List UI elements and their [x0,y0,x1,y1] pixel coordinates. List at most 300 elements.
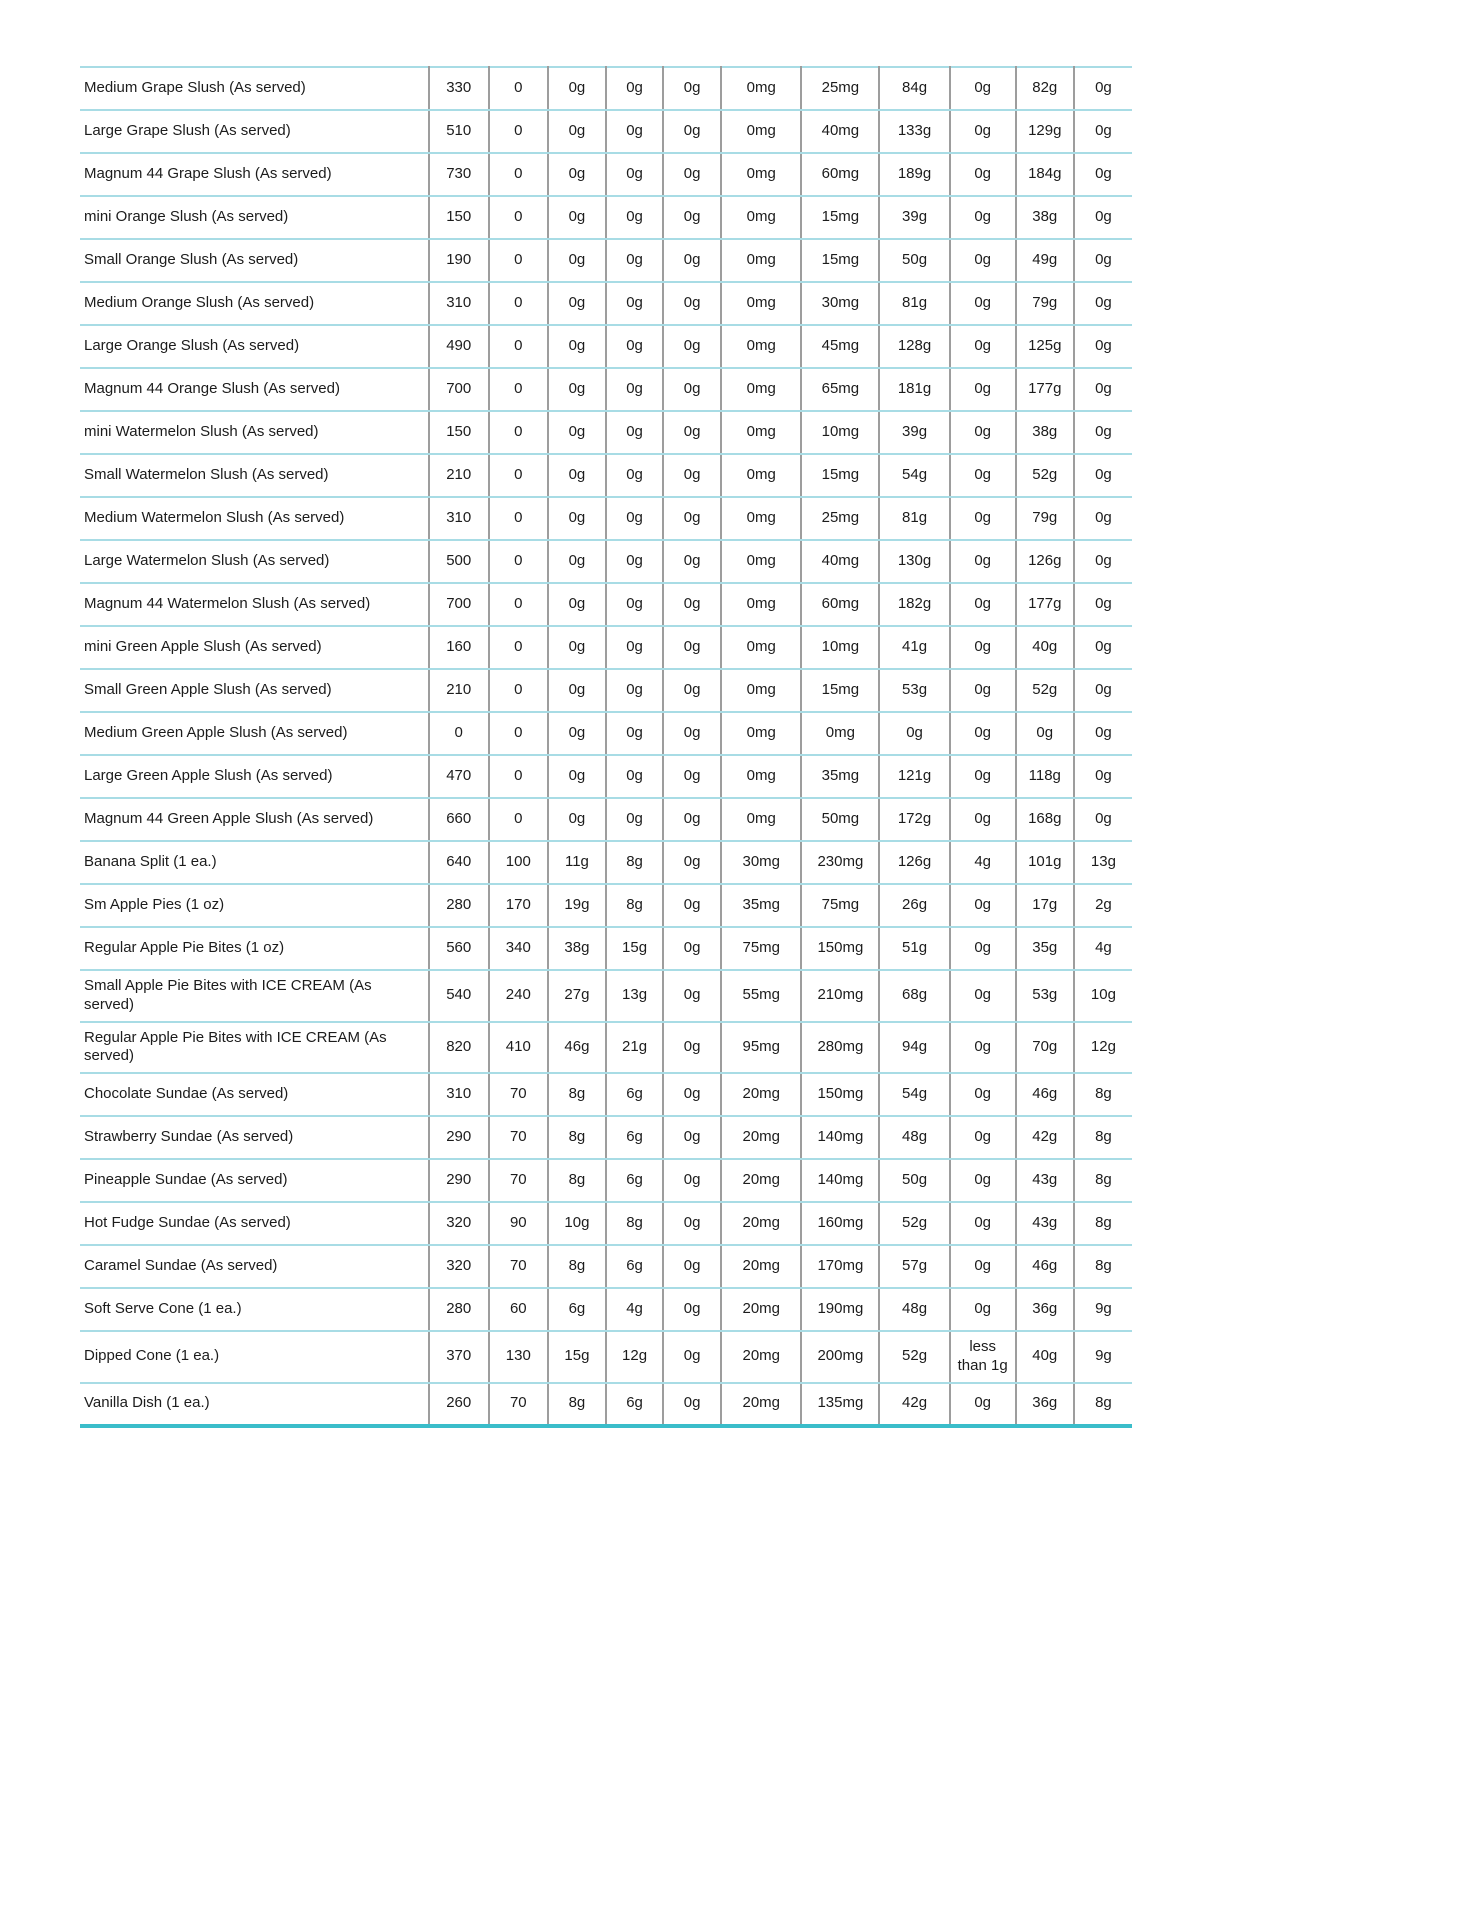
cholesterol-cell: 0mg [721,755,801,798]
calories-from-fat-cell: 70 [489,1116,548,1159]
cholesterol-cell: 20mg [721,1288,801,1331]
calories-from-fat-cell: 0 [489,325,548,368]
total-fat-cell: 8g [548,1116,606,1159]
protein-cell: 9g [1074,1331,1132,1383]
sodium-cell: 15mg [801,196,879,239]
trans-fat-cell: 0g [663,239,721,282]
calories-cell: 370 [429,1331,489,1383]
protein-cell: 8g [1074,1202,1132,1245]
saturated-fat-cell: 8g [606,841,663,884]
item-name-cell: Magnum 44 Green Apple Slush (As served) [80,798,429,841]
cholesterol-cell: 20mg [721,1245,801,1288]
sugars-cell: 0g [1016,712,1074,755]
nutrition-table [80,66,1132,1428]
calories-cell: 210 [429,669,489,712]
item-name-cell: Vanilla Dish (1 ea.) [80,1383,429,1426]
total-fat-cell: 0g [548,540,606,583]
item-name-cell: Small Apple Pie Bites with ICE CREAM (As served) [80,970,429,1022]
trans-fat-cell: 0g [663,1331,721,1383]
calories-cell: 820 [429,1022,489,1074]
calories-from-fat-cell: 60 [489,1288,548,1331]
total-fat-cell: 0g [548,583,606,626]
cholesterol-cell: 20mg [721,1116,801,1159]
cholesterol-cell: 0mg [721,411,801,454]
dietary-fiber-cell: 0g [950,325,1016,368]
cholesterol-cell: 0mg [721,67,801,110]
calories-from-fat-cell: 0 [489,282,548,325]
table-row [80,669,1132,712]
item-name-cell: Pineapple Sundae (As served) [80,1159,429,1202]
saturated-fat-cell: 0g [606,368,663,411]
dietary-fiber-cell: 0g [950,282,1016,325]
saturated-fat-cell: 0g [606,712,663,755]
calories-cell: 320 [429,1202,489,1245]
sugars-cell: 46g [1016,1245,1074,1288]
trans-fat-cell: 0g [663,454,721,497]
calories-cell: 210 [429,454,489,497]
saturated-fat-cell: 0g [606,325,663,368]
trans-fat-cell: 0g [663,1022,721,1074]
protein-cell: 0g [1074,583,1132,626]
total-carbohydrates-cell: 128g [879,325,949,368]
trans-fat-cell: 0g [663,841,721,884]
item-name-cell: Sm Apple Pies (1 oz) [80,884,429,927]
total-fat-cell: 8g [548,1245,606,1288]
total-fat-cell: 6g [548,1288,606,1331]
sodium-cell: 40mg [801,110,879,153]
item-name-cell: Caramel Sundae (As served) [80,1245,429,1288]
dietary-fiber-cell: 0g [950,583,1016,626]
saturated-fat-cell: 4g [606,1288,663,1331]
total-carbohydrates-cell: 81g [879,497,949,540]
table-row [80,1383,1132,1426]
total-carbohydrates-cell: 57g [879,1245,949,1288]
calories-cell: 490 [429,325,489,368]
calories-from-fat-cell: 0 [489,67,548,110]
dietary-fiber-cell: 0g [950,1073,1016,1116]
dietary-fiber-cell: 0g [950,368,1016,411]
total-carbohydrates-cell: 53g [879,669,949,712]
trans-fat-cell: 0g [663,970,721,1022]
total-carbohydrates-cell: 189g [879,153,949,196]
dietary-fiber-cell: 0g [950,884,1016,927]
total-carbohydrates-cell: 126g [879,841,949,884]
total-carbohydrates-cell: 84g [879,67,949,110]
calories-from-fat-cell: 340 [489,927,548,970]
total-fat-cell: 0g [548,798,606,841]
protein-cell: 0g [1074,755,1132,798]
protein-cell: 0g [1074,110,1132,153]
saturated-fat-cell: 6g [606,1116,663,1159]
trans-fat-cell: 0g [663,1073,721,1116]
sugars-cell: 101g [1016,841,1074,884]
saturated-fat-cell: 6g [606,1159,663,1202]
protein-cell: 8g [1074,1073,1132,1116]
saturated-fat-cell: 21g [606,1022,663,1074]
saturated-fat-cell: 8g [606,1202,663,1245]
table-row [80,497,1132,540]
saturated-fat-cell: 0g [606,583,663,626]
sodium-cell: 170mg [801,1245,879,1288]
trans-fat-cell: 0g [663,1159,721,1202]
saturated-fat-cell: 6g [606,1245,663,1288]
dietary-fiber-cell: 0g [950,755,1016,798]
calories-from-fat-cell: 0 [489,368,548,411]
saturated-fat-cell: 15g [606,927,663,970]
calories-from-fat-cell: 100 [489,841,548,884]
saturated-fat-cell: 8g [606,884,663,927]
saturated-fat-cell: 0g [606,110,663,153]
table-row [80,841,1132,884]
dietary-fiber-cell: 0g [950,497,1016,540]
protein-cell: 0g [1074,411,1132,454]
cholesterol-cell: 30mg [721,841,801,884]
total-fat-cell: 0g [548,368,606,411]
total-fat-cell: 0g [548,67,606,110]
calories-from-fat-cell: 0 [489,540,548,583]
table-row [80,239,1132,282]
protein-cell: 0g [1074,712,1132,755]
calories-cell: 470 [429,755,489,798]
sodium-cell: 25mg [801,67,879,110]
total-carbohydrates-cell: 54g [879,1073,949,1116]
protein-cell: 0g [1074,67,1132,110]
total-carbohydrates-cell: 41g [879,626,949,669]
calories-from-fat-cell: 0 [489,239,548,282]
total-carbohydrates-cell: 133g [879,110,949,153]
table-row [80,153,1132,196]
saturated-fat-cell: 0g [606,282,663,325]
table-row [80,970,1132,1022]
calories-from-fat-cell: 0 [489,626,548,669]
calories-from-fat-cell: 0 [489,454,548,497]
sodium-cell: 160mg [801,1202,879,1245]
saturated-fat-cell: 13g [606,970,663,1022]
total-fat-cell: 0g [548,325,606,368]
table-row [80,1245,1132,1288]
total-fat-cell: 0g [548,755,606,798]
sugars-cell: 35g [1016,927,1074,970]
cholesterol-cell: 0mg [721,325,801,368]
calories-from-fat-cell: 0 [489,196,548,239]
calories-cell: 700 [429,368,489,411]
protein-cell: 0g [1074,325,1132,368]
sugars-cell: 52g [1016,454,1074,497]
calories-from-fat-cell: 0 [489,411,548,454]
calories-cell: 310 [429,497,489,540]
table-row [80,411,1132,454]
saturated-fat-cell: 6g [606,1383,663,1426]
protein-cell: 0g [1074,239,1132,282]
trans-fat-cell: 0g [663,497,721,540]
total-carbohydrates-cell: 54g [879,454,949,497]
trans-fat-cell: 0g [663,368,721,411]
calories-from-fat-cell: 70 [489,1383,548,1426]
cholesterol-cell: 20mg [721,1159,801,1202]
sugars-cell: 177g [1016,368,1074,411]
calories-cell: 640 [429,841,489,884]
table-row [80,454,1132,497]
dietary-fiber-cell: 0g [950,411,1016,454]
sugars-cell: 125g [1016,325,1074,368]
calories-from-fat-cell: 240 [489,970,548,1022]
calories-cell: 660 [429,798,489,841]
table-row [80,67,1132,110]
sodium-cell: 230mg [801,841,879,884]
trans-fat-cell: 0g [663,1383,721,1426]
dietary-fiber-cell: 0g [950,669,1016,712]
sugars-cell: 49g [1016,239,1074,282]
sugars-cell: 118g [1016,755,1074,798]
cholesterol-cell: 0mg [721,368,801,411]
sodium-cell: 15mg [801,669,879,712]
trans-fat-cell: 0g [663,884,721,927]
sugars-cell: 38g [1016,196,1074,239]
sodium-cell: 40mg [801,540,879,583]
dietary-fiber-cell: 0g [950,110,1016,153]
sugars-cell: 70g [1016,1022,1074,1074]
total-fat-cell: 8g [548,1073,606,1116]
saturated-fat-cell: 12g [606,1331,663,1383]
cholesterol-cell: 95mg [721,1022,801,1074]
table-row [80,798,1132,841]
total-carbohydrates-cell: 81g [879,282,949,325]
trans-fat-cell: 0g [663,196,721,239]
table-row [80,1288,1132,1331]
cholesterol-cell: 0mg [721,626,801,669]
item-name-cell: Dipped Cone (1 ea.) [80,1331,429,1383]
dietary-fiber-cell: 0g [950,970,1016,1022]
total-carbohydrates-cell: 26g [879,884,949,927]
sugars-cell: 17g [1016,884,1074,927]
sodium-cell: 60mg [801,583,879,626]
table-row [80,325,1132,368]
sodium-cell: 45mg [801,325,879,368]
total-carbohydrates-cell: 94g [879,1022,949,1074]
sugars-cell: 42g [1016,1116,1074,1159]
item-name-cell: Large Grape Slush (As served) [80,110,429,153]
sodium-cell: 10mg [801,411,879,454]
total-carbohydrates-cell: 50g [879,239,949,282]
calories-cell: 160 [429,626,489,669]
total-fat-cell: 10g [548,1202,606,1245]
total-fat-cell: 0g [548,282,606,325]
sodium-cell: 25mg [801,497,879,540]
saturated-fat-cell: 0g [606,454,663,497]
total-fat-cell: 19g [548,884,606,927]
total-fat-cell: 0g [548,497,606,540]
sodium-cell: 0mg [801,712,879,755]
trans-fat-cell: 0g [663,1202,721,1245]
cholesterol-cell: 0mg [721,110,801,153]
dietary-fiber-cell: 0g [950,798,1016,841]
sugars-cell: 52g [1016,669,1074,712]
nutrition-table-body [80,67,1132,1426]
calories-cell: 190 [429,239,489,282]
item-name-cell: Chocolate Sundae (As served) [80,1073,429,1116]
total-carbohydrates-cell: 181g [879,368,949,411]
item-name-cell: Large Watermelon Slush (As served) [80,540,429,583]
total-carbohydrates-cell: 121g [879,755,949,798]
calories-cell: 540 [429,970,489,1022]
cholesterol-cell: 0mg [721,712,801,755]
dietary-fiber-cell: 0g [950,1116,1016,1159]
calories-cell: 730 [429,153,489,196]
total-fat-cell: 0g [548,626,606,669]
item-name-cell: mini Watermelon Slush (As served) [80,411,429,454]
sodium-cell: 150mg [801,1073,879,1116]
sodium-cell: 140mg [801,1116,879,1159]
dietary-fiber-cell: 0g [950,67,1016,110]
saturated-fat-cell: 0g [606,798,663,841]
protein-cell: 2g [1074,884,1132,927]
trans-fat-cell: 0g [663,153,721,196]
total-fat-cell: 0g [548,454,606,497]
sodium-cell: 60mg [801,153,879,196]
trans-fat-cell: 0g [663,712,721,755]
sugars-cell: 36g [1016,1383,1074,1426]
total-carbohydrates-cell: 52g [879,1331,949,1383]
sodium-cell: 135mg [801,1383,879,1426]
sodium-cell: 200mg [801,1331,879,1383]
protein-cell: 0g [1074,282,1132,325]
sodium-cell: 210mg [801,970,879,1022]
sugars-cell: 40g [1016,1331,1074,1383]
sugars-cell: 43g [1016,1202,1074,1245]
dietary-fiber-cell: less than 1g [950,1331,1016,1383]
protein-cell: 8g [1074,1159,1132,1202]
total-fat-cell: 0g [548,669,606,712]
item-name-cell: Magnum 44 Watermelon Slush (As served) [80,583,429,626]
cholesterol-cell: 20mg [721,1331,801,1383]
cholesterol-cell: 0mg [721,454,801,497]
saturated-fat-cell: 6g [606,1073,663,1116]
trans-fat-cell: 0g [663,282,721,325]
calories-cell: 150 [429,411,489,454]
protein-cell: 0g [1074,540,1132,583]
table-row [80,1022,1132,1074]
total-fat-cell: 11g [548,841,606,884]
trans-fat-cell: 0g [663,411,721,454]
table-row [80,712,1132,755]
sodium-cell: 280mg [801,1022,879,1074]
protein-cell: 12g [1074,1022,1132,1074]
trans-fat-cell: 0g [663,927,721,970]
calories-from-fat-cell: 0 [489,153,548,196]
item-name-cell: Large Green Apple Slush (As served) [80,755,429,798]
item-name-cell: mini Green Apple Slush (As served) [80,626,429,669]
sugars-cell: 126g [1016,540,1074,583]
saturated-fat-cell: 0g [606,669,663,712]
calories-cell: 320 [429,1245,489,1288]
total-fat-cell: 8g [548,1383,606,1426]
table-row [80,110,1132,153]
item-name-cell: Medium Green Apple Slush (As served) [80,712,429,755]
table-row [80,626,1132,669]
calories-from-fat-cell: 0 [489,583,548,626]
protein-cell: 0g [1074,626,1132,669]
protein-cell: 4g [1074,927,1132,970]
dietary-fiber-cell: 0g [950,1245,1016,1288]
dietary-fiber-cell: 0g [950,239,1016,282]
item-name-cell: Magnum 44 Grape Slush (As served) [80,153,429,196]
sodium-cell: 30mg [801,282,879,325]
protein-cell: 10g [1074,970,1132,1022]
calories-cell: 290 [429,1116,489,1159]
table-row [80,1202,1132,1245]
total-carbohydrates-cell: 51g [879,927,949,970]
table-row [80,540,1132,583]
dietary-fiber-cell: 0g [950,540,1016,583]
calories-cell: 0 [429,712,489,755]
total-carbohydrates-cell: 39g [879,196,949,239]
sodium-cell: 15mg [801,454,879,497]
calories-from-fat-cell: 70 [489,1245,548,1288]
total-carbohydrates-cell: 172g [879,798,949,841]
calories-cell: 330 [429,67,489,110]
item-name-cell: Hot Fudge Sundae (As served) [80,1202,429,1245]
total-fat-cell: 0g [548,153,606,196]
cholesterol-cell: 20mg [721,1073,801,1116]
table-row [80,282,1132,325]
trans-fat-cell: 0g [663,67,721,110]
total-fat-cell: 0g [548,411,606,454]
cholesterol-cell: 0mg [721,497,801,540]
saturated-fat-cell: 0g [606,196,663,239]
calories-from-fat-cell: 90 [489,1202,548,1245]
cholesterol-cell: 0mg [721,153,801,196]
item-name-cell: Soft Serve Cone (1 ea.) [80,1288,429,1331]
cholesterol-cell: 55mg [721,970,801,1022]
calories-from-fat-cell: 170 [489,884,548,927]
protein-cell: 0g [1074,196,1132,239]
cholesterol-cell: 35mg [721,884,801,927]
calories-cell: 510 [429,110,489,153]
total-fat-cell: 8g [548,1159,606,1202]
dietary-fiber-cell: 0g [950,454,1016,497]
total-carbohydrates-cell: 42g [879,1383,949,1426]
table-row [80,368,1132,411]
cholesterol-cell: 0mg [721,583,801,626]
total-carbohydrates-cell: 52g [879,1202,949,1245]
protein-cell: 0g [1074,454,1132,497]
trans-fat-cell: 0g [663,325,721,368]
sugars-cell: 38g [1016,411,1074,454]
item-name-cell: Banana Split (1 ea.) [80,841,429,884]
protein-cell: 8g [1074,1116,1132,1159]
calories-from-fat-cell: 0 [489,712,548,755]
protein-cell: 9g [1074,1288,1132,1331]
saturated-fat-cell: 0g [606,239,663,282]
saturated-fat-cell: 0g [606,153,663,196]
trans-fat-cell: 0g [663,626,721,669]
dietary-fiber-cell: 0g [950,1159,1016,1202]
cholesterol-cell: 0mg [721,282,801,325]
protein-cell: 8g [1074,1245,1132,1288]
calories-from-fat-cell: 0 [489,798,548,841]
trans-fat-cell: 0g [663,1245,721,1288]
trans-fat-cell: 0g [663,583,721,626]
item-name-cell: Large Orange Slush (As served) [80,325,429,368]
trans-fat-cell: 0g [663,110,721,153]
protein-cell: 0g [1074,669,1132,712]
sugars-cell: 40g [1016,626,1074,669]
table-row [80,1159,1132,1202]
cholesterol-cell: 20mg [721,1202,801,1245]
table-row [80,583,1132,626]
calories-from-fat-cell: 0 [489,110,548,153]
trans-fat-cell: 0g [663,1116,721,1159]
